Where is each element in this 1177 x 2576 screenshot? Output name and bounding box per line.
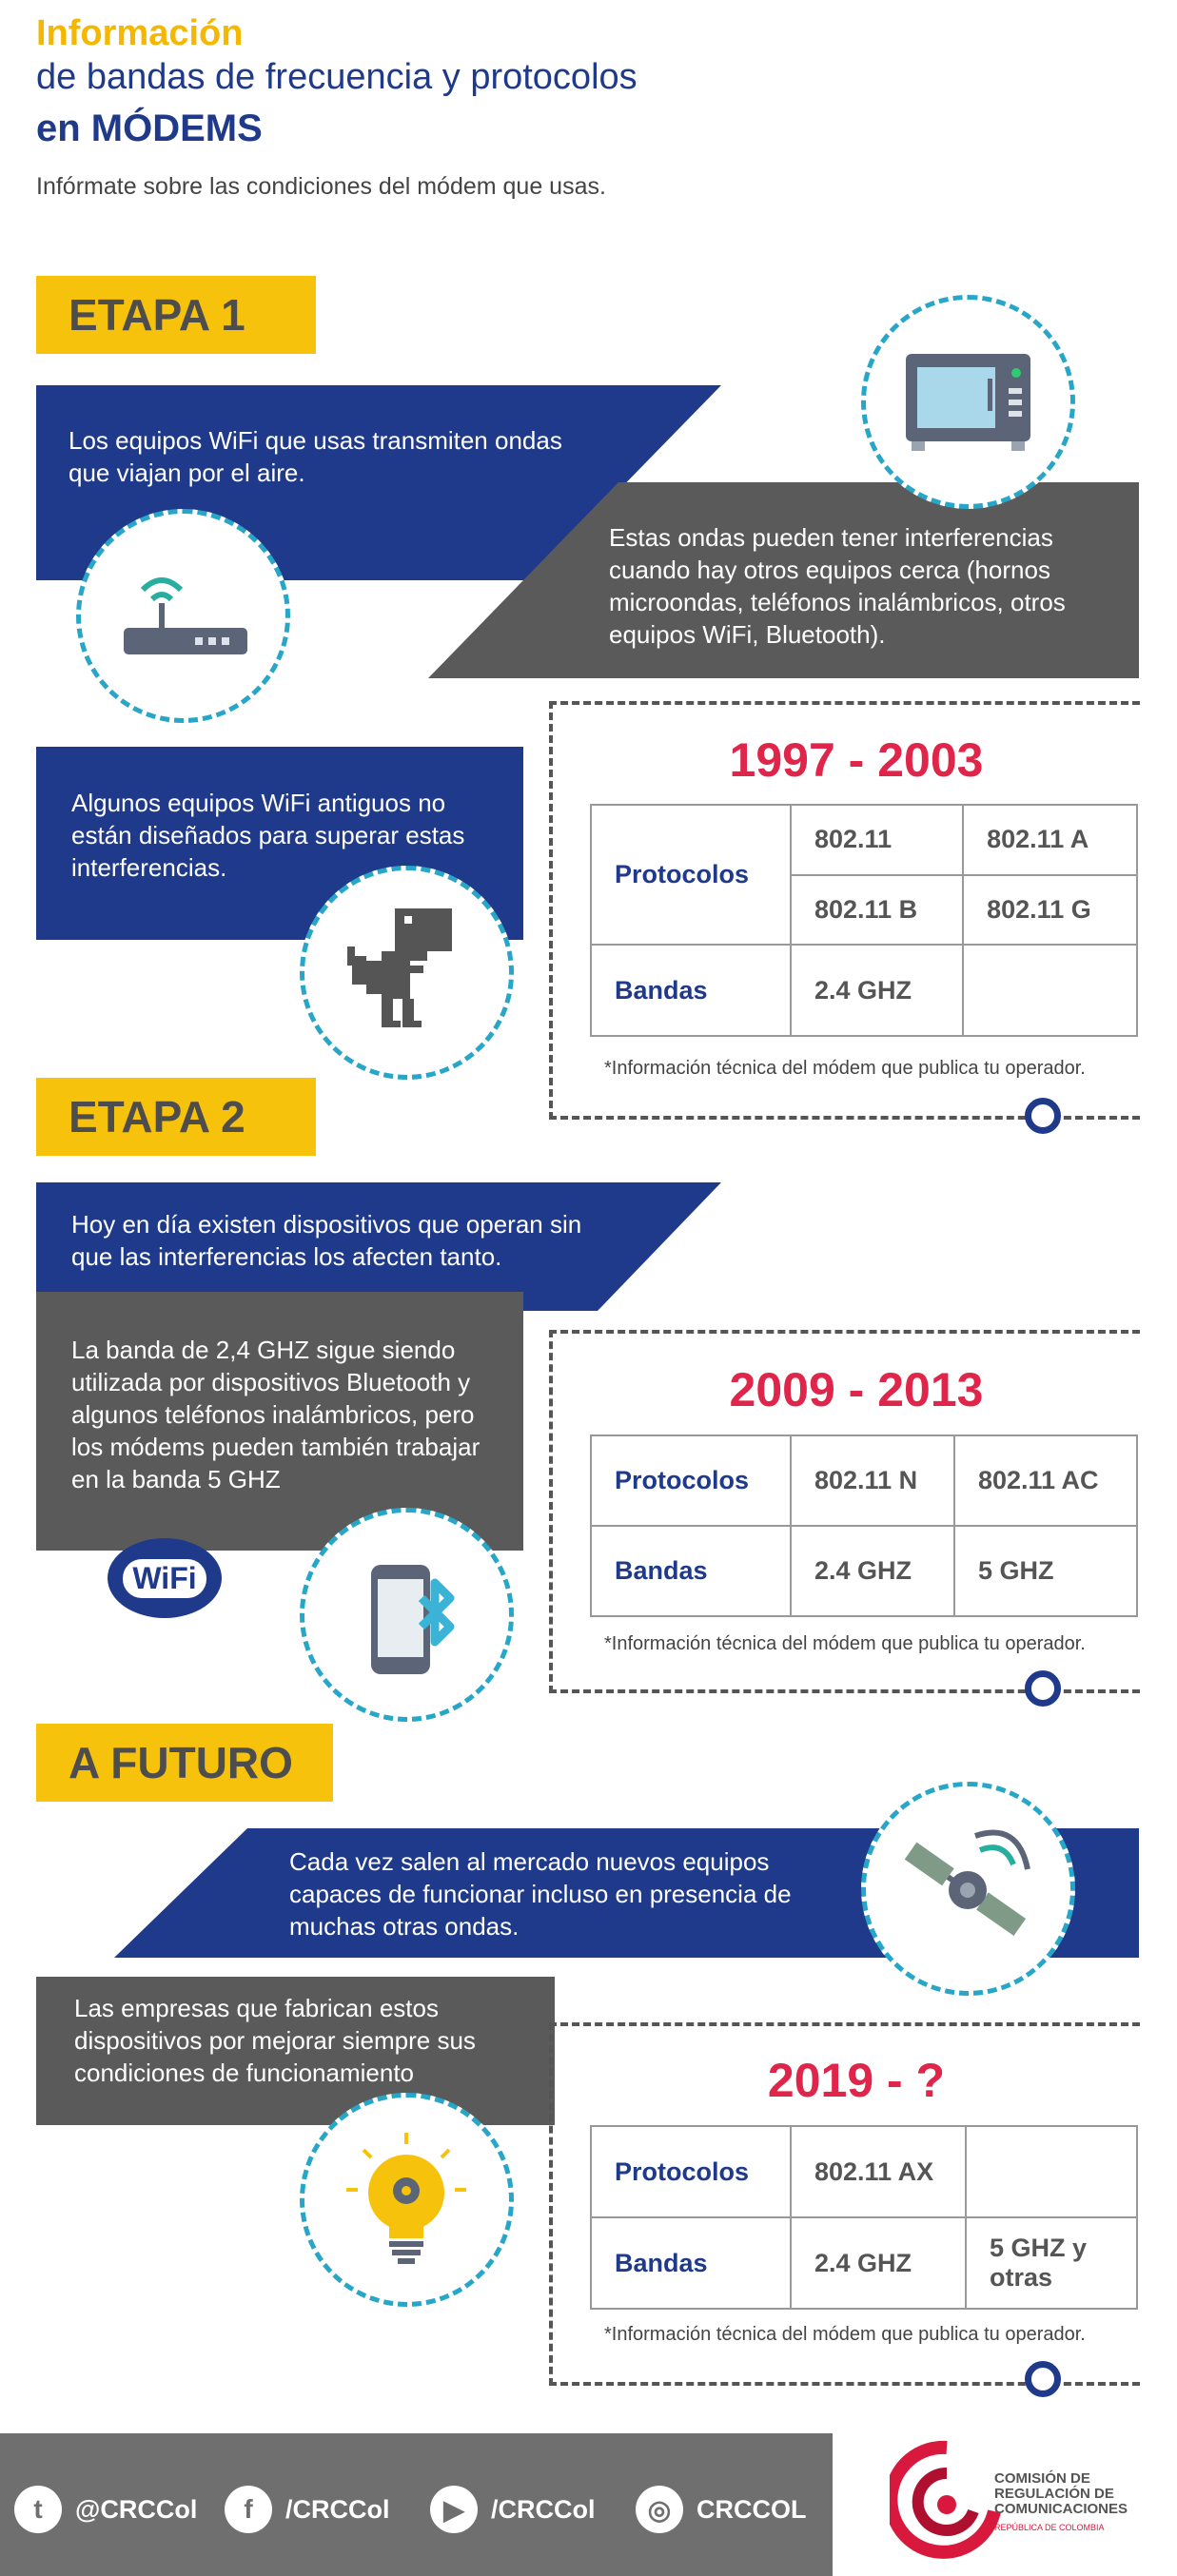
future-text1: Cada vez salen al mercado nuevos equipos capaces de funcionar incluso en presencia de muchas otras ondas. xyxy=(289,1847,792,1941)
stage2-table xyxy=(590,1434,1138,1617)
crc-logo-text: COMISIÓN DE REGULACIÓN DE COMUNICACIONES xyxy=(994,2470,1128,2517)
stage1-band-cell: 2.4 GHZ xyxy=(791,945,963,1036)
stage1-text3: Algunos equipos WiFi antiguos no están diseñados para superar estas interferencias. xyxy=(71,789,465,882)
stage2-note: *Información técnica del módem que publica tu operador. xyxy=(604,1633,1086,1654)
crc-logo-subtext: REPÚBLICA DE COLOMBIA xyxy=(994,2523,1105,2532)
future-end-dot xyxy=(1025,2361,1061,2397)
twitter-link[interactable] xyxy=(14,2486,197,2533)
stage2-protocols-label: Protocolos xyxy=(591,1435,791,1526)
instagram-link[interactable] xyxy=(636,2486,807,2533)
future-badge: A FUTURO xyxy=(36,1724,333,1802)
future-text2: Las empresas que fabrican estos dispositivos por mejorar siempre sus condiciones de funcionamiento xyxy=(74,1994,476,2087)
stage1-table xyxy=(590,804,1138,1037)
stage2-band-cell: 2.4 GHZ xyxy=(791,1526,954,1616)
stage1-protocol-cell: 802.11 A xyxy=(963,805,1137,875)
microwave-icon xyxy=(904,350,1032,455)
title-line1: Información xyxy=(36,13,244,53)
stage1-text2: Estas ondas pueden tener interferencias cuando hay otros equipos cerca (hornos microondas, teléfonos inalámbricos, otros equipos WiFi, Bluetooth). xyxy=(609,523,1066,649)
wifi-logo-text: WiFi xyxy=(123,1559,206,1598)
stage2-text1: Hoy en día existen dispositivos que operan sin que las interferencias los afecten tanto. xyxy=(71,1210,582,1271)
router-icon xyxy=(119,561,252,666)
future-protocol-cell: 802.11 AX xyxy=(791,2126,966,2217)
stage2-protocol-cell: 802.11 N xyxy=(791,1435,954,1526)
instagram-handle: CRCCOL xyxy=(696,2494,807,2524)
stage2-period: 2009 - 2013 xyxy=(729,1363,984,1416)
intro-text: Infórmate sobre las condiciones del módem que usas. xyxy=(36,173,606,200)
stage2-end-dot xyxy=(1025,1670,1061,1707)
stage1-protocol-cell: 802.11 B xyxy=(791,875,963,946)
future-protocols-label: Protocolos xyxy=(591,2126,791,2217)
facebook-link[interactable] xyxy=(225,2486,390,2533)
future-band-cell: 5 GHZ y otras xyxy=(966,2217,1137,2309)
facebook-icon: f xyxy=(225,2486,272,2533)
title-line3: en MÓDEMS xyxy=(36,107,263,149)
instagram-icon: ◎ xyxy=(636,2486,683,2533)
title-line2: de bandas de frecuencia y protocolos xyxy=(36,57,638,97)
stage1-protocols-label: Protocolos xyxy=(591,805,791,945)
satellite-icon xyxy=(899,1822,1037,1955)
youtube-link[interactable] xyxy=(430,2486,596,2533)
stage1-bands-label: Bandas xyxy=(591,945,791,1036)
youtube-handle: /CRCCol xyxy=(491,2494,596,2524)
stage1-protocol-cell: 802.11 G xyxy=(963,875,1137,946)
stage1-band-cell-empty xyxy=(963,945,1137,1036)
stage2-bands-label: Bandas xyxy=(591,1526,791,1616)
facebook-handle: /CRCCol xyxy=(285,2494,390,2524)
future-band-cell: 2.4 GHZ xyxy=(791,2217,966,2309)
bluetooth-phone-icon xyxy=(366,1560,471,1684)
future-table xyxy=(590,2125,1138,2310)
future-bands-label: Bandas xyxy=(591,2217,791,2309)
stage2-badge: ETAPA 2 xyxy=(36,1078,316,1156)
stage1-badge: ETAPA 1 xyxy=(36,276,316,354)
stage2-text2: La banda de 2,4 GHZ sigue siendo utilizada por dispositivos Bluetooth y algunos teléfonos inalámbricos, pero los módems pueden también trabajar en la banda 5 GHZ xyxy=(71,1336,481,1493)
stage1-end-dot xyxy=(1025,1098,1061,1134)
stage2-protocol-cell: 802.11 AC xyxy=(954,1435,1137,1526)
crc-logo-icon xyxy=(890,2440,1004,2568)
dino-icon xyxy=(347,908,461,1032)
stage2-band-cell: 5 GHZ xyxy=(954,1526,1137,1616)
stage1-protocol-cell: 802.11 xyxy=(791,805,963,875)
youtube-icon: ▶ xyxy=(430,2486,478,2533)
twitter-icon: t xyxy=(14,2486,62,2533)
stage1-period: 1997 - 2003 xyxy=(729,733,984,787)
future-period: 2019 - ? xyxy=(767,2054,946,2107)
wifi-logo xyxy=(108,1538,222,1618)
stage1-text1: Los equipos WiFi que usas transmiten ondas que viajan por el aire. xyxy=(69,426,562,487)
future-note: *Información técnica del módem que publica tu operador. xyxy=(604,2324,1086,2345)
twitter-handle: @CRCCol xyxy=(75,2494,198,2524)
stage1-note: *Información técnica del módem que publica tu operador. xyxy=(604,1058,1086,1079)
future-protocol-cell-empty xyxy=(966,2126,1137,2217)
lightbulb-icon xyxy=(344,2131,468,2269)
